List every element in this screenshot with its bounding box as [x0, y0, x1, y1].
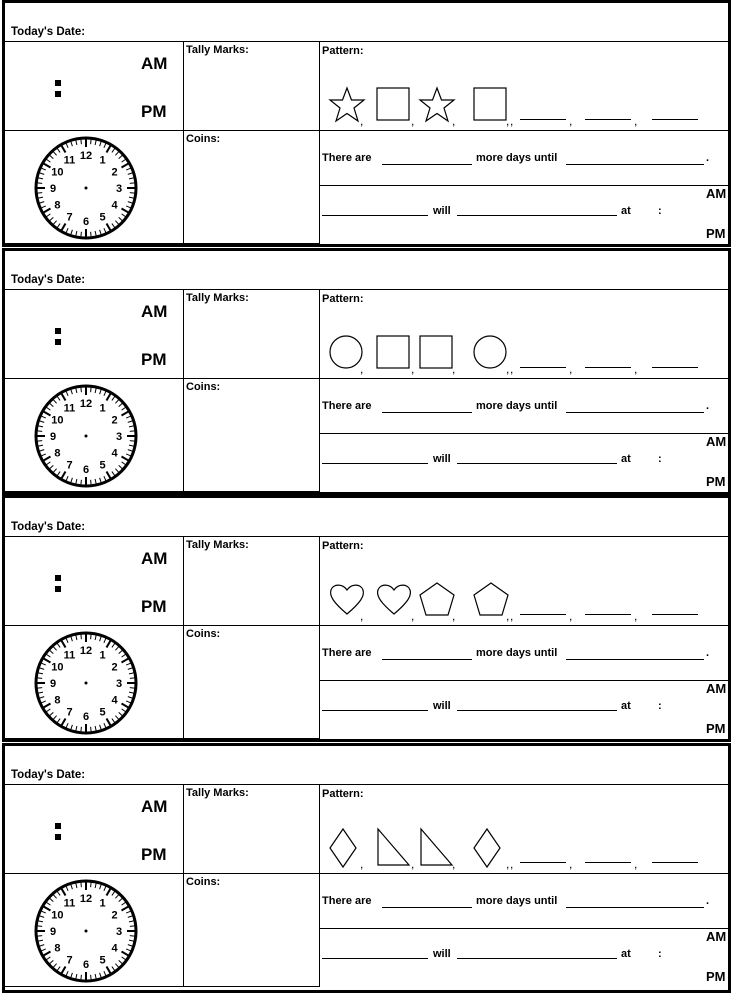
period: . [706, 647, 710, 659]
comma: , [411, 114, 415, 128]
clock-number: 8 [54, 199, 61, 212]
tally-marks-label: Tally Marks: [186, 539, 249, 551]
days-count-blank[interactable] [382, 164, 472, 165]
clock-number: 3 [115, 926, 123, 938]
calendar-card [2, 248, 731, 495]
todays-date-label: Today's Date: [11, 274, 86, 286]
clock-number: 5 [99, 954, 106, 967]
clock-number: 11 [63, 402, 76, 415]
clock-number: 12 [79, 150, 93, 162]
more-days-text: more days until [476, 152, 558, 164]
period: . [706, 400, 710, 412]
calendar-card [2, 743, 731, 993]
clock-number: 9 [49, 431, 57, 443]
pattern-blank[interactable] [652, 119, 698, 120]
days-count-blank[interactable] [382, 907, 472, 908]
at-text: at [621, 700, 631, 712]
at-text: at [621, 205, 631, 217]
am-label: AM [141, 797, 168, 816]
event-pm-label: PM [706, 474, 726, 489]
comma: , [634, 609, 638, 623]
comma: , [452, 857, 456, 871]
pattern-blank[interactable] [520, 614, 566, 615]
comma: , [634, 114, 638, 128]
clock-box [5, 873, 184, 987]
pattern-blank[interactable] [585, 367, 631, 368]
at-text: at [621, 453, 631, 465]
comma: , [506, 609, 510, 623]
pattern-label: Pattern: [322, 540, 364, 552]
clock-number: 9 [49, 926, 57, 938]
pentagon-icon [418, 581, 456, 622]
comma: , [411, 609, 415, 623]
period: . [706, 895, 710, 907]
tally-marks-label: Tally Marks: [186, 292, 249, 304]
time-colon [55, 823, 62, 845]
comma: , [569, 362, 573, 376]
star-icon [418, 86, 456, 129]
circle-icon [328, 334, 364, 375]
clock-number: 2 [111, 909, 118, 922]
right-triangle-icon [418, 827, 454, 872]
pm-label: PM [141, 350, 167, 369]
comma: , [569, 857, 573, 871]
square-icon [418, 334, 454, 375]
clock-number: 5 [99, 211, 106, 224]
pattern-blank[interactable] [652, 614, 698, 615]
time-box[interactable] [5, 41, 184, 131]
clock-face-icon[interactable] [33, 135, 139, 246]
pattern-box[interactable] [319, 784, 728, 874]
will-text: will [433, 948, 451, 960]
clock-number: 9 [49, 183, 57, 195]
todays-date-label: Today's Date: [11, 521, 86, 533]
event-time-box [319, 185, 728, 244]
comma: , [569, 114, 573, 128]
comma: , [506, 857, 510, 871]
clock-number: 6 [82, 959, 90, 971]
clock-number: 2 [111, 414, 118, 427]
event-blank[interactable] [566, 412, 704, 413]
clock-box [5, 130, 184, 244]
time-colon [55, 575, 62, 597]
comma: , [506, 362, 510, 376]
pattern-blank[interactable] [520, 367, 566, 368]
time-box[interactable] [5, 536, 184, 626]
comma: , [510, 362, 514, 376]
pattern-label: Pattern: [322, 788, 364, 800]
todays-date-label: Today's Date: [11, 769, 86, 781]
clock-number: 1 [99, 402, 106, 415]
clock-number: 8 [54, 942, 61, 955]
pattern-blank[interactable] [520, 862, 566, 863]
diamond-icon [328, 827, 358, 874]
tally-marks-label: Tally Marks: [186, 787, 249, 799]
event-am-label: AM [706, 186, 727, 201]
days-count-blank[interactable] [382, 659, 472, 660]
comma: , [360, 609, 364, 623]
tally-box[interactable] [183, 536, 320, 626]
event-pm-label: PM [706, 721, 726, 736]
comma: , [360, 857, 364, 871]
event-time-box [319, 433, 728, 492]
event-am-label: AM [706, 434, 727, 449]
clock-number: 8 [54, 694, 61, 707]
more-days-text: more days until [476, 895, 558, 907]
am-label: AM [141, 549, 168, 568]
clock-number: 3 [115, 431, 123, 443]
right-triangle-icon [375, 827, 411, 872]
tally-marks-label: Tally Marks: [186, 44, 249, 56]
square-icon [375, 334, 411, 375]
clock-number: 10 [51, 909, 64, 922]
clock-number: 4 [111, 942, 118, 955]
comma: , [506, 114, 510, 128]
clock-number: 10 [51, 166, 64, 179]
more-days-text: more days until [476, 400, 558, 412]
time-box[interactable] [5, 289, 184, 379]
clock-number: 8 [54, 447, 61, 460]
pattern-label: Pattern: [322, 45, 364, 57]
clock-number: 12 [79, 398, 93, 410]
time-colon-text: : [658, 700, 662, 712]
clock-number: 4 [111, 694, 118, 707]
clock-number: 6 [82, 711, 90, 723]
event-pm-label: PM [706, 226, 726, 241]
comma: , [411, 362, 415, 376]
there-are-text: There are [322, 895, 372, 907]
clock-face-icon[interactable] [33, 878, 139, 989]
what-blank[interactable] [457, 958, 617, 959]
time-colon-text: : [658, 205, 662, 217]
event-am-label: AM [706, 929, 727, 944]
clock-number: 2 [111, 661, 118, 674]
coins-label: Coins: [186, 628, 221, 640]
circle-icon [472, 334, 508, 375]
clock-number: 1 [99, 897, 106, 910]
comma: , [411, 857, 415, 871]
coins-box[interactable] [183, 130, 320, 244]
time-colon [55, 80, 62, 102]
clock-face-icon[interactable] [33, 383, 139, 494]
pattern-blank[interactable] [652, 862, 698, 863]
days-until-box [319, 873, 728, 929]
square-icon [472, 86, 508, 127]
coins-label: Coins: [186, 876, 221, 888]
clock-number: 11 [63, 154, 76, 167]
comma: , [360, 114, 364, 128]
pentagon-icon [472, 581, 510, 622]
will-text: will [433, 205, 451, 217]
comma: , [634, 362, 638, 376]
clock-number: 9 [49, 678, 57, 690]
pattern-blank[interactable] [585, 614, 631, 615]
coins-box[interactable] [183, 873, 320, 987]
time-colon-text: : [658, 453, 662, 465]
will-text: will [433, 700, 451, 712]
am-label: AM [141, 302, 168, 321]
days-count-blank[interactable] [382, 412, 472, 413]
clock-number: 1 [99, 649, 106, 662]
clock-number: 7 [66, 459, 73, 472]
pattern-blank[interactable] [520, 119, 566, 120]
comma: , [569, 609, 573, 623]
clock-number: 7 [66, 706, 73, 719]
event-time-box [319, 680, 728, 739]
who-blank[interactable] [322, 463, 428, 464]
comma: , [360, 362, 364, 376]
pm-label: PM [141, 102, 167, 121]
pattern-box[interactable] [319, 289, 728, 379]
clock-number: 5 [99, 706, 106, 719]
there-are-text: There are [322, 400, 372, 412]
who-blank[interactable] [322, 710, 428, 711]
period: . [706, 152, 710, 164]
event-blank[interactable] [566, 659, 704, 660]
clock-number: 6 [82, 216, 90, 228]
pattern-label: Pattern: [322, 293, 364, 305]
clock-number: 7 [66, 211, 73, 224]
clock-number: 7 [66, 954, 73, 967]
more-days-text: more days until [476, 647, 558, 659]
time-colon-text: : [658, 948, 662, 960]
coins-box[interactable] [183, 378, 320, 492]
pattern-box[interactable] [319, 41, 728, 131]
pm-label: PM [141, 845, 167, 864]
clock-number: 5 [99, 459, 106, 472]
clock-number: 12 [79, 893, 93, 905]
clock-number: 10 [51, 414, 64, 427]
clock-number: 4 [111, 447, 118, 460]
event-blank[interactable] [566, 164, 704, 165]
pattern-box[interactable] [319, 536, 728, 626]
clock-number: 11 [63, 649, 76, 662]
pattern-blank[interactable] [652, 367, 698, 368]
comma: , [634, 857, 638, 871]
todays-date-label: Today's Date: [11, 26, 86, 38]
calendar-card [2, 495, 731, 742]
event-blank[interactable] [566, 907, 704, 908]
at-text: at [621, 948, 631, 960]
what-blank[interactable] [457, 710, 617, 711]
days-until-box [319, 130, 728, 186]
clock-box [5, 378, 184, 492]
tally-box[interactable] [183, 784, 320, 874]
clock-number: 6 [82, 464, 90, 476]
clock-face-icon[interactable] [33, 630, 139, 741]
pattern-blank[interactable] [585, 862, 631, 863]
calendar-card [2, 0, 731, 247]
heart-icon [375, 581, 413, 622]
event-pm-label: PM [706, 969, 726, 984]
time-box[interactable] [5, 784, 184, 874]
what-blank[interactable] [457, 215, 617, 216]
comma: , [510, 609, 514, 623]
clock-number: 11 [63, 897, 76, 910]
clock-number: 1 [99, 154, 106, 167]
days-until-box [319, 625, 728, 681]
clock-number: 2 [111, 166, 118, 179]
diamond-icon [472, 827, 502, 874]
days-until-box [319, 378, 728, 434]
comma: , [452, 362, 456, 376]
coins-label: Coins: [186, 133, 221, 145]
comma: , [510, 114, 514, 128]
comma: , [510, 857, 514, 871]
event-am-label: AM [706, 681, 727, 696]
coins-box[interactable] [183, 625, 320, 739]
clock-number: 3 [115, 678, 123, 690]
clock-box [5, 625, 184, 739]
tally-box[interactable] [183, 289, 320, 379]
event-time-box [319, 928, 728, 987]
there-are-text: There are [322, 152, 372, 164]
time-colon [55, 328, 62, 350]
am-label: AM [141, 54, 168, 73]
pattern-blank[interactable] [585, 119, 631, 120]
pm-label: PM [141, 597, 167, 616]
clock-number: 3 [115, 183, 123, 195]
square-icon [375, 86, 411, 127]
who-blank[interactable] [322, 215, 428, 216]
will-text: will [433, 453, 451, 465]
clock-number: 4 [111, 199, 118, 212]
what-blank[interactable] [457, 463, 617, 464]
coins-label: Coins: [186, 381, 221, 393]
there-are-text: There are [322, 647, 372, 659]
clock-number: 12 [79, 645, 93, 657]
who-blank[interactable] [322, 958, 428, 959]
comma: , [452, 609, 456, 623]
tally-box[interactable] [183, 41, 320, 131]
clock-number: 10 [51, 661, 64, 674]
comma: , [452, 114, 456, 128]
